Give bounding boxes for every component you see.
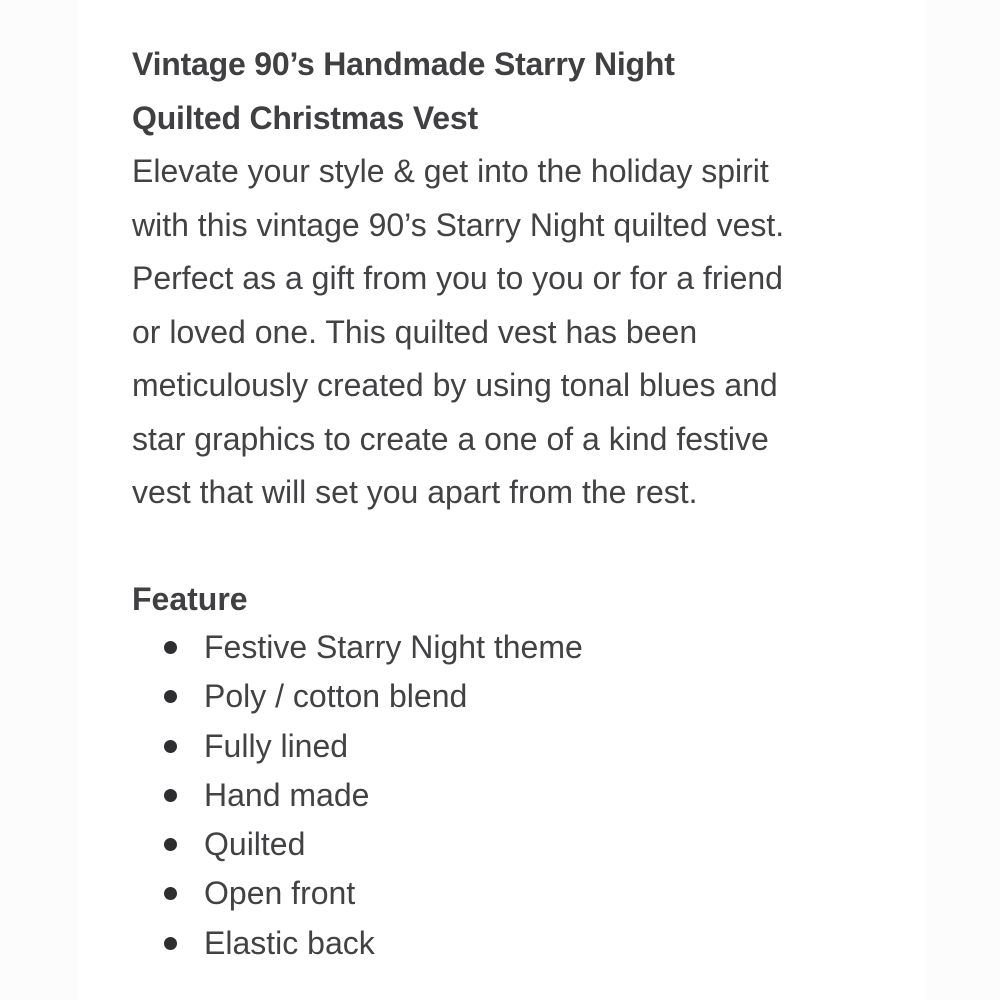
description-line: meticulously created by using tonal blues and <box>132 367 778 403</box>
description-line: Perfect as a gift from you to you or for a friend <box>132 260 783 296</box>
feature-item <box>132 722 892 771</box>
feature-item <box>132 771 892 820</box>
feature-item <box>132 869 892 918</box>
feature-text: Festive Starry Night theme <box>204 629 583 665</box>
bullet-icon <box>164 887 177 900</box>
description-line: star graphics to create a one of a kind festive <box>132 420 769 457</box>
product-description <box>132 38 892 968</box>
feature-text: Hand made <box>204 776 370 813</box>
feature-text: Poly / cotton blend <box>204 678 468 715</box>
bullet-icon <box>164 641 177 654</box>
feature-text: Quilted <box>204 826 306 863</box>
bullet-icon <box>164 838 177 851</box>
title-line: Quilted Christmas Vest <box>132 99 478 136</box>
description-paragraph <box>132 145 892 520</box>
description-line: vest that will set you apart from the rest. <box>132 474 698 510</box>
description-line: with this vintage 90’s Starry Night quilted vest. <box>132 206 785 243</box>
feature-item <box>132 820 892 869</box>
feature-item <box>132 672 892 721</box>
feature-list <box>132 623 892 968</box>
feature-item <box>132 623 892 672</box>
feature-text: Fully lined <box>204 727 349 764</box>
description-line: Elevate your style & get into the holiday spirit <box>132 153 769 189</box>
feature-text: Open front <box>204 875 356 912</box>
bullet-icon <box>164 690 177 703</box>
feature-text: Elastic back <box>204 924 375 961</box>
title-line: Vintage 90’s Handmade Starry Night <box>132 46 675 82</box>
bullet-icon <box>164 937 177 950</box>
feature-item <box>132 919 892 968</box>
bullet-icon <box>164 740 177 753</box>
description-line: or loved one. This quilted vest has been <box>132 313 698 350</box>
product-title <box>132 38 892 145</box>
feature-heading: Feature <box>132 580 248 617</box>
bullet-icon <box>164 789 177 802</box>
